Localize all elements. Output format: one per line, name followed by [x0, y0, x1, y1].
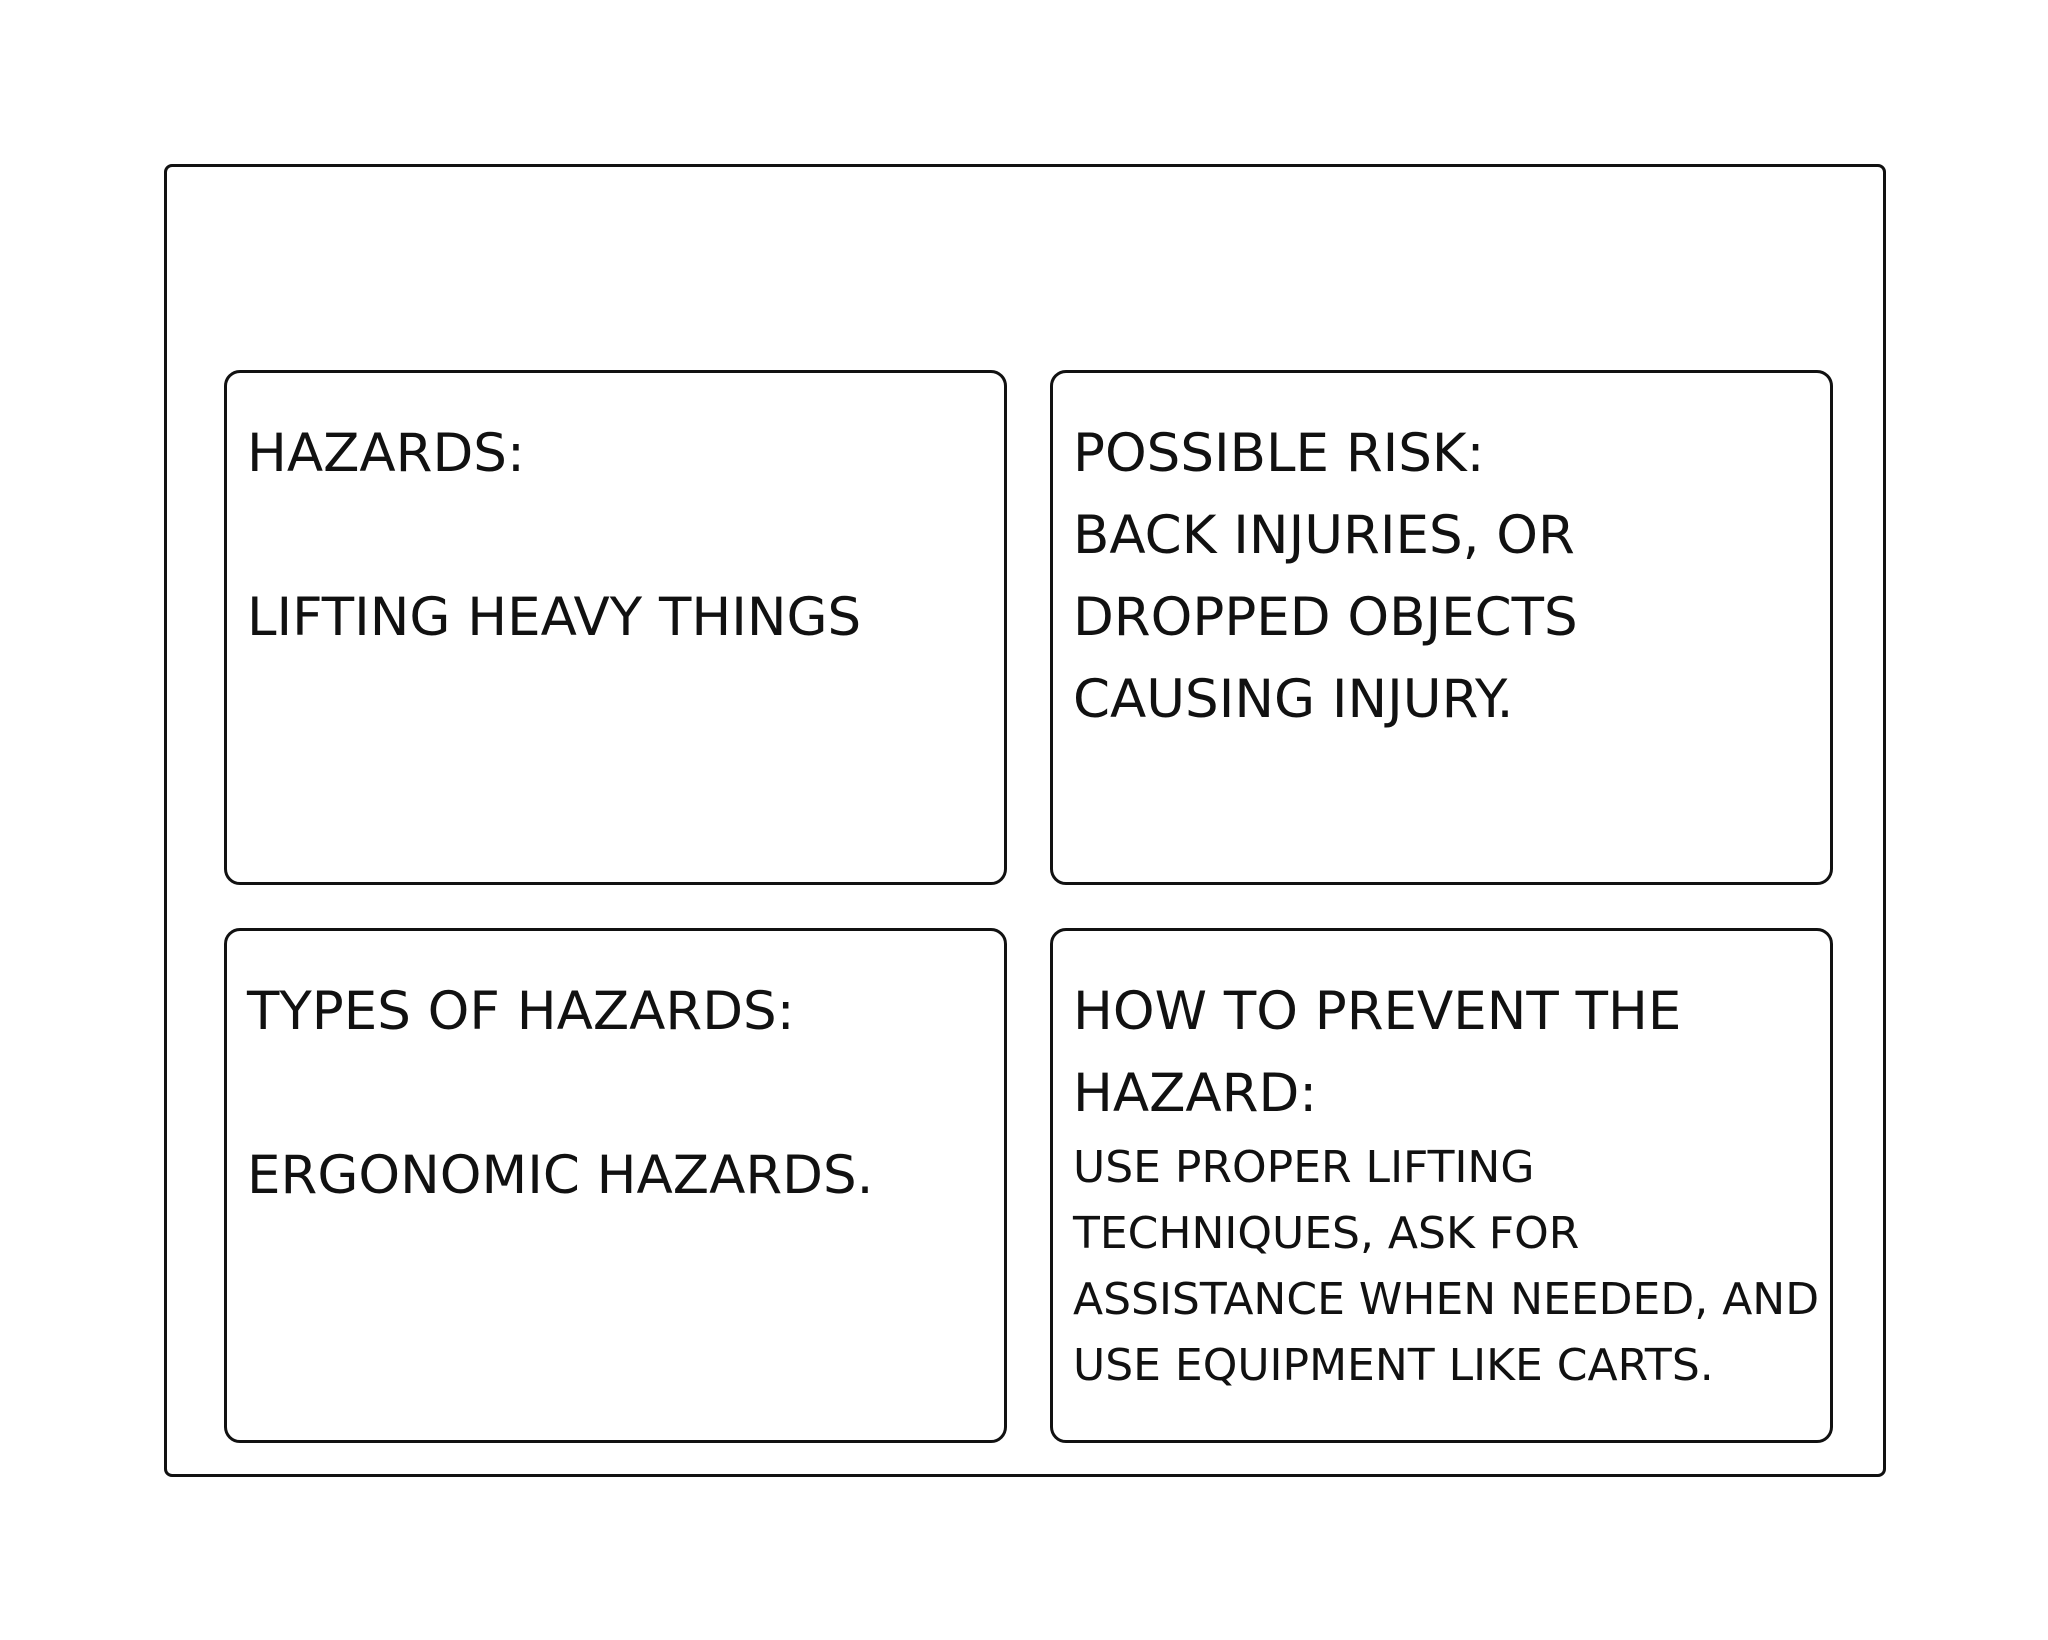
hazards-heading: HAZARDS: [247, 423, 525, 484]
possible-risk-heading: POSSIBLE RISK: [1073, 423, 1485, 484]
possible-risk-card [1050, 370, 1833, 885]
prevention-heading-line: HAZARD: [1073, 1063, 1318, 1124]
spacer [247, 1053, 984, 1135]
prevention-line: TECHNIQUES, ASK FOR [1073, 1208, 1580, 1259]
types-of-hazards-card [224, 928, 1007, 1443]
types-of-hazards-text: ERGONOMIC HAZARDS. [247, 1145, 874, 1206]
possible-risk-line: CAUSING INJURY. [1073, 669, 1514, 730]
prevention-line: ASSISTANCE WHEN NEEDED, AND [1073, 1274, 1820, 1325]
possible-risk-line: DROPPED OBJECTS [1073, 587, 1578, 648]
prevention-card [1050, 928, 1833, 1443]
prevention-line: USE PROPER LIFTING [1073, 1142, 1535, 1193]
hazards-text: LIFTING HEAVY THINGS [247, 587, 862, 648]
types-of-hazards-heading: TYPES OF HAZARDS: [247, 981, 795, 1042]
hazards-card [224, 370, 1007, 885]
prevention-line: USE EQUIPMENT LIKE CARTS. [1073, 1340, 1714, 1391]
possible-risk-line: BACK INJURIES, OR [1073, 505, 1575, 566]
prevention-heading-line: HOW TO PREVENT THE [1073, 981, 1682, 1042]
spacer [247, 495, 984, 577]
